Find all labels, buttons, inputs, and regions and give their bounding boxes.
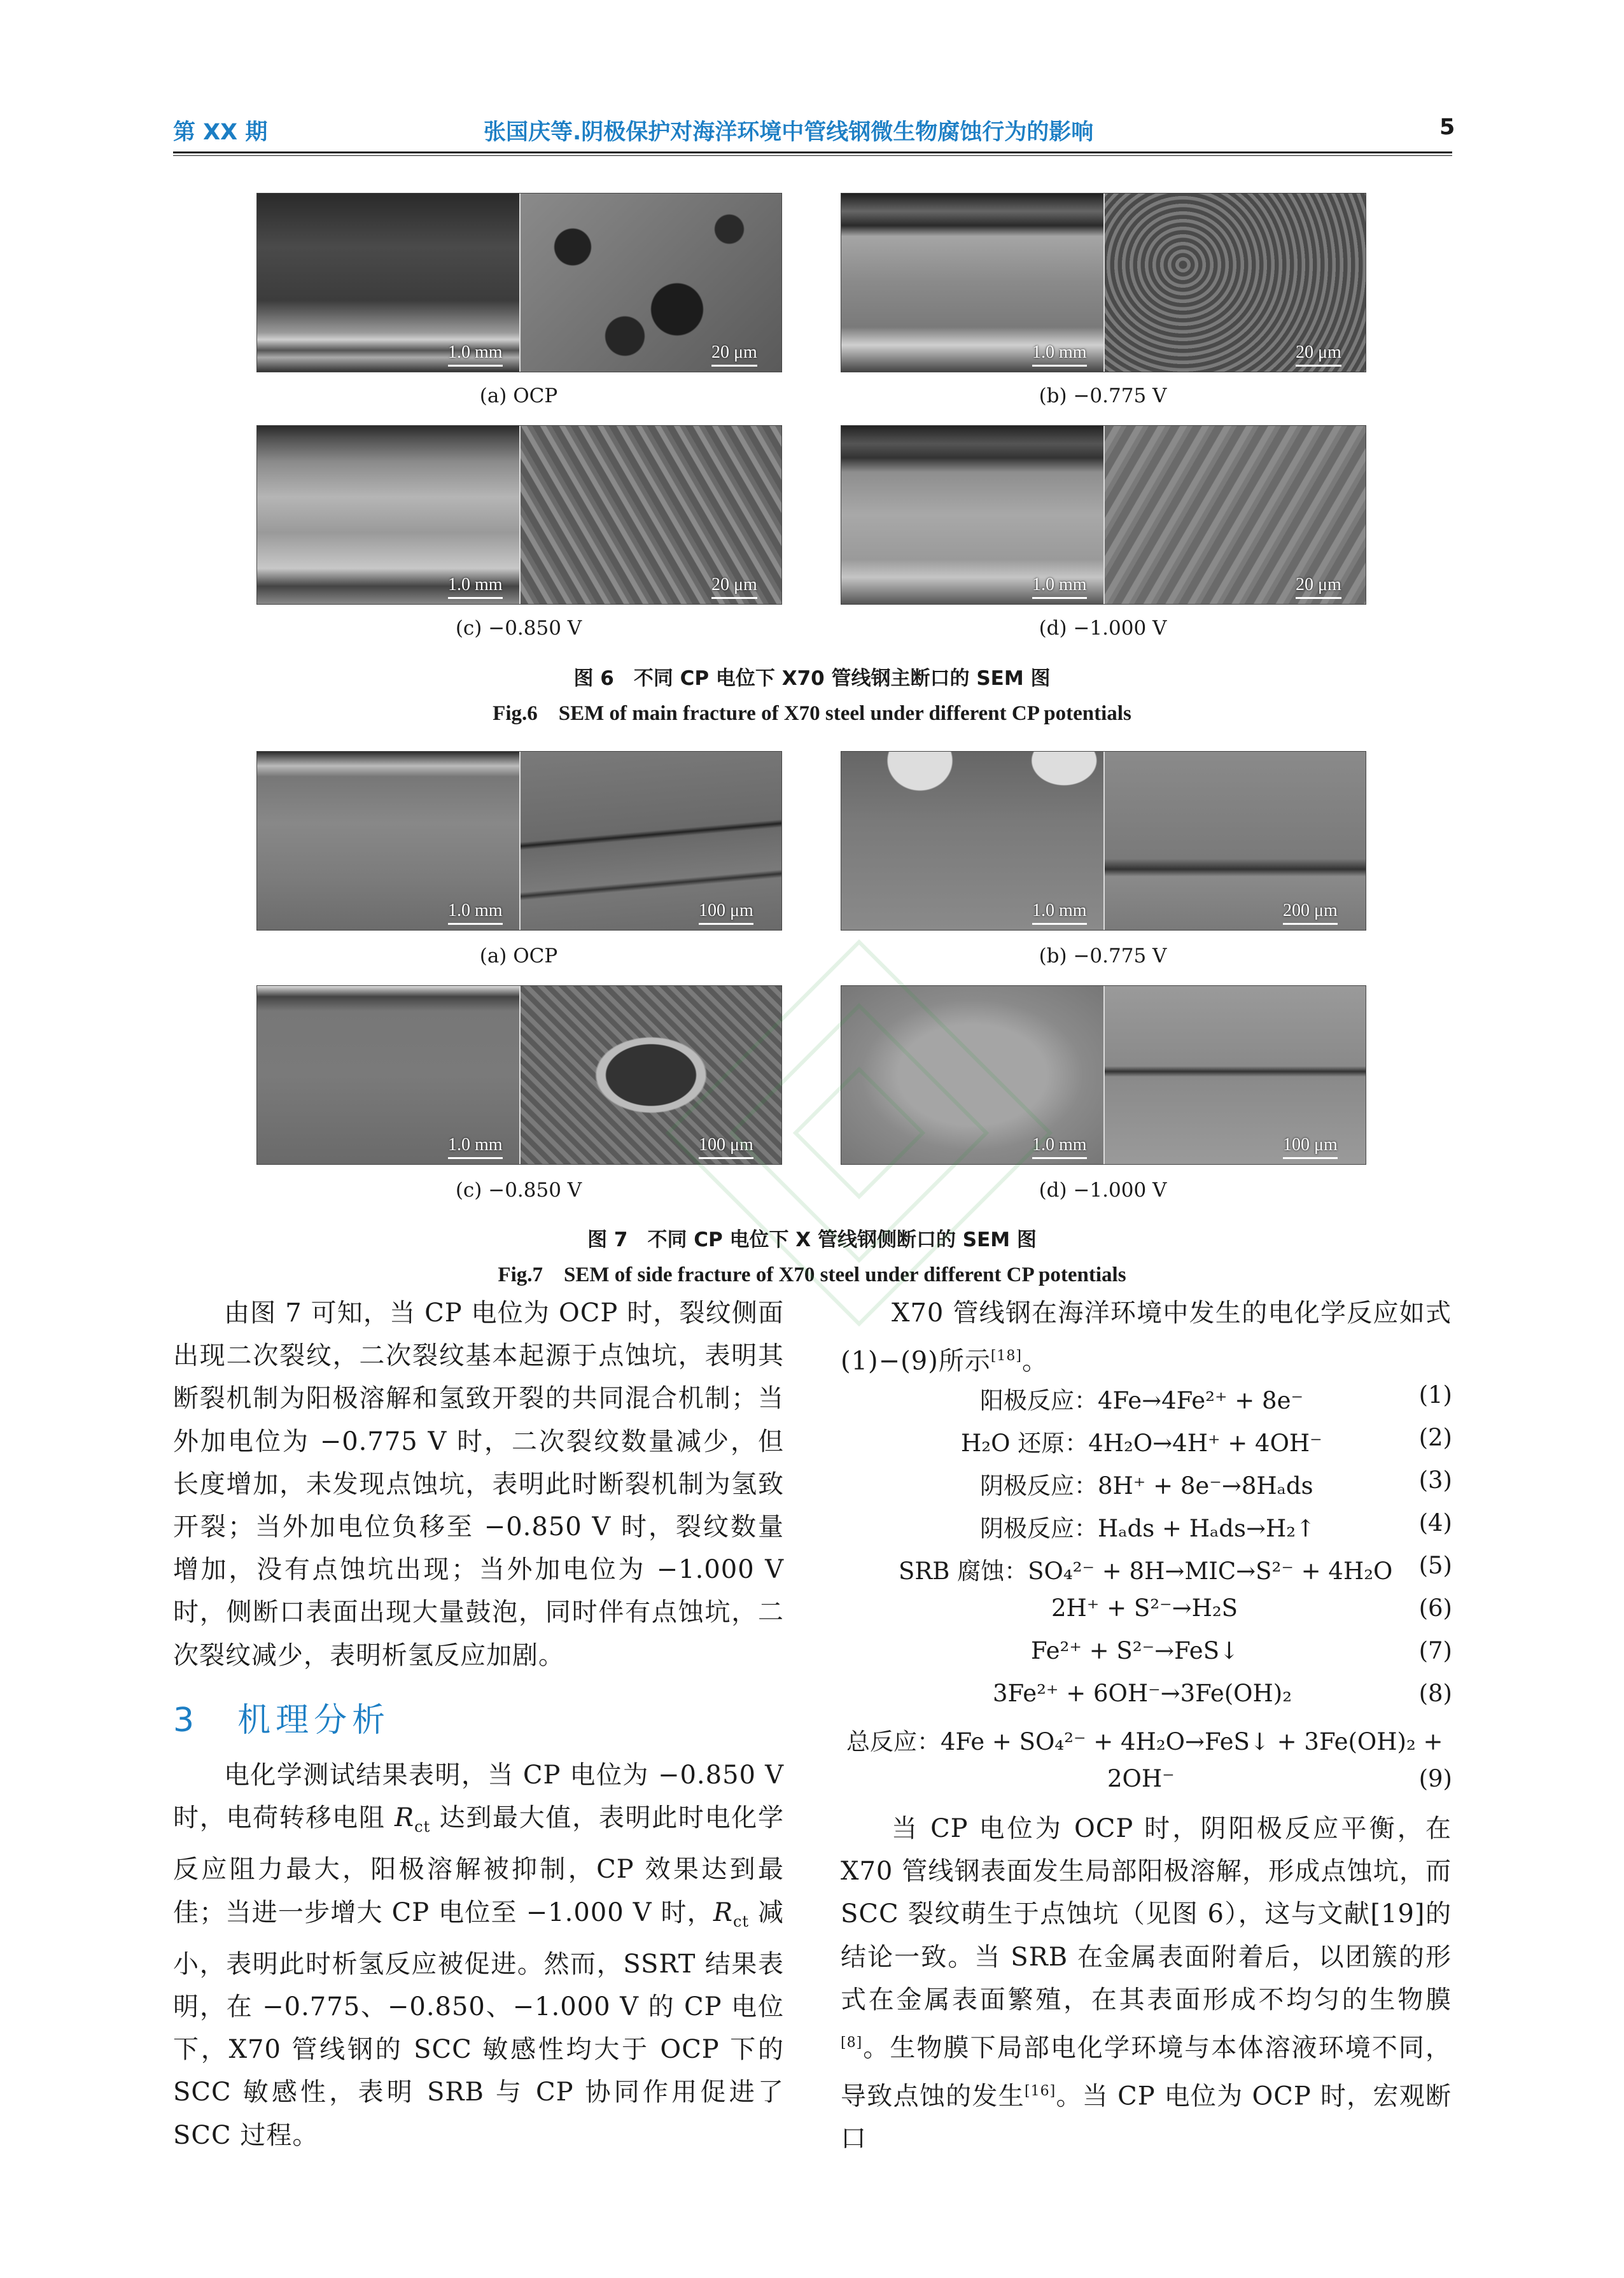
equation-3-number: (3): [1418, 1466, 1452, 1494]
paragraph: 当 CP 电位为 OCP 时，阴阳极反应平衡，在 X70 管线钢表面发生局部阳极溶解，形成点蚀坑，而 SCC 裂纹萌生于点蚀坑（见图 6），这与文献[19]的结论一致。当 SRB 在金属表面附着后，以团簇的形式在金属表面繁殖，在其表面形成不均匀的生物膜[8]。生物膜下局部电化学环境与本体溶液环境不同，导致点蚀的发生[16]。当 CP 电位为 OCP 时，宏观断口: [841, 1814, 1452, 2154]
paragraph: X70 管线钢在海洋环境中发生的电化学反应如式(1)−(9)所示[18]。: [841, 1298, 1452, 1376]
fig7a-scale-right: 100 μm: [699, 901, 753, 920]
fig6-caption-en: Fig.6 SEM of main fracture of X70 steel under different CP potentials: [493, 702, 1131, 725]
journal-issue: 第 XX 期: [173, 120, 268, 145]
equation-4-number: (4): [1418, 1509, 1452, 1536]
fig6c-scale-right: 20 μm: [711, 575, 757, 594]
fig6d-macro-image: [841, 426, 1103, 604]
fig6a-micro-image: [519, 193, 781, 372]
equation-9-line2: 2OH⁻: [1107, 1765, 1175, 1792]
equation-3: 阴极反应：8H⁺ + 8e⁻→8Hₐds: [980, 1472, 1313, 1500]
equation-6-number: (6): [1418, 1594, 1452, 1622]
equation-1: 阳极反应：4Fe→4Fe²⁺ + 8e⁻: [980, 1387, 1304, 1414]
equation-8-number: (8): [1418, 1680, 1452, 1707]
fig7d-micro-image: [1103, 986, 1366, 1164]
paragraph: 由图 7 可知，当 CP 电位为 OCP 时，裂纹侧面出现二次裂纹，二次裂纹基本起源于点蚀坑，表明其断裂机制为阳极溶解和氢致开裂的共同混合机制；当外加电位为 −0.775 V 时，二次裂纹数量减少，但长度增加，未发现点蚀坑，表明此时断裂机制为氢致开裂；当外加电位负移至 −0.850 V 时，裂纹数量增加，没有点蚀坑出现；当外加电位为 −1.000 V 时，侧断口表面出现大量鼓泡，同时伴有点蚀坑，二次裂纹减少，表明析氢反应加剧。: [173, 1298, 784, 1670]
fig7b-scale-right: 200 μm: [1283, 901, 1338, 920]
left-column-para2: [173, 1754, 784, 2157]
equation-9-number: (9): [1418, 1765, 1452, 1792]
equation-6: 2H⁺ + S²⁻→H₂S: [1051, 1594, 1238, 1622]
fig6a-scale-right: 20 μm: [711, 342, 757, 362]
fig6c-caption: (c) −0.850 V: [455, 617, 582, 640]
equation-9-line1: 总反应：4Fe + SO₄²⁻ + 4H₂O→FeS↓ + 3Fe(OH)₂ +: [846, 1728, 1443, 1755]
fig6c-macro-image: [257, 426, 519, 604]
fig6-panel-b: [841, 193, 1366, 372]
fig6a-scale-left: 1.0 mm: [448, 342, 503, 362]
fig7d-scale-right: 100 μm: [1283, 1135, 1338, 1155]
equation-2-number: (2): [1418, 1424, 1452, 1451]
fig7d-scale-left: 1.0 mm: [1032, 1135, 1087, 1155]
fig6b-scale-left: 1.0 mm: [1032, 342, 1087, 362]
fig6d-scale-right: 20 μm: [1296, 575, 1341, 594]
fig6b-caption: (b) −0.775 V: [1039, 384, 1167, 407]
running-title: 张国庆等.阴极保护对海洋环境中管线钢微生物腐蚀行为的影响: [484, 120, 1094, 145]
fig7b-caption: (b) −0.775 V: [1039, 945, 1167, 967]
equation-7: Fe²⁺ + S²⁻→FeS↓: [1031, 1637, 1240, 1664]
page-number: 5: [1439, 115, 1455, 140]
fig7-caption-zh: 图 7 不同 CP 电位下 X 管线钢侧断口的 SEM 图: [587, 1228, 1037, 1251]
watermark-pattern: [636, 878, 1082, 1388]
fig7a-macro-image: [257, 752, 519, 930]
header-rule-thin: [173, 155, 1452, 156]
fig6d-scale-left: 1.0 mm: [1032, 575, 1087, 594]
fig7a-caption: (a) OCP: [479, 945, 558, 967]
paragraph: 电化学测试结果表明，当 CP 电位为 −0.850 V 时，电荷转移电阻 $R_{ct}$ 达到最大值，表明此时电化学反应阻力最大，阳极溶解被抑制，CP 效果达到最佳；当进一步增大 CP 电位至 −1.000 V 时，$R_{ct}$ 减小，表明此时析氢反应被促进。然而，SSRT 结果表明，在 −0.775、−0.850、−1.000 V 的 CP 电位下，X70 管线钢的 SCC 敏感性均大于 OCP 下的 SCC 敏感性，表明 SRB 与 CP 协同作用促进了 SCC 过程。: [173, 1761, 785, 2150]
fig7-caption-en: Fig.7 SEM of side fracture of X70 steel under different CP potentials: [498, 1263, 1126, 1286]
fig6b-scale-right: 20 μm: [1296, 342, 1341, 362]
fig7c-scale-right: 100 μm: [699, 1135, 753, 1155]
fig6c-scale-left: 1.0 mm: [448, 575, 503, 594]
fig7a-scale-left: 1.0 mm: [448, 901, 503, 920]
fig7b-micro-image: [1103, 752, 1366, 930]
equation-1-number: (1): [1418, 1381, 1452, 1409]
fig7c-macro-image: [257, 986, 519, 1164]
fig6a-macro-image: [257, 193, 519, 372]
equation-5: SRB 腐蚀：SO₄²⁻ + 8H→MIC→S²⁻ + 4H₂O: [899, 1557, 1393, 1585]
equation-4: 阴极反应：Hₐds + Hₐds→H₂↑: [980, 1515, 1316, 1542]
fig6-panel-c: [256, 425, 782, 605]
fig6c-micro-image: [519, 426, 781, 604]
equation-5-number: (5): [1418, 1552, 1452, 1579]
fig7c-caption: (c) −0.850 V: [455, 1179, 582, 1202]
fig7d-caption: (d) −1.000 V: [1039, 1179, 1167, 1202]
fig6d-caption: (d) −1.000 V: [1039, 617, 1167, 640]
section-3-heading: 3 机理分析: [173, 1701, 391, 1740]
fig6b-macro-image: [841, 193, 1103, 372]
fig7b-scale-left: 1.0 mm: [1032, 901, 1087, 920]
equation-7-number: (7): [1418, 1637, 1452, 1664]
fig6d-micro-image: [1103, 426, 1366, 604]
fig6-panel-a: [256, 193, 782, 372]
right-column-para3: [841, 1808, 1452, 2160]
equation-2: H₂O 还原：4H₂O→4H⁺ + 4OH⁻: [961, 1430, 1322, 1457]
header-rule: [173, 151, 1452, 153]
fig7c-scale-left: 1.0 mm: [448, 1135, 503, 1155]
fig6-caption-zh: 图 6 不同 CP 电位下 X70 管线钢主断口的 SEM 图: [573, 667, 1051, 690]
equation-8: 3Fe²⁺ + 6OH⁻→3Fe(OH)₂: [993, 1680, 1292, 1707]
fig6-panel-d: [841, 425, 1366, 605]
fig6a-caption: (a) OCP: [479, 384, 558, 407]
fig6b-micro-image: [1103, 193, 1366, 372]
